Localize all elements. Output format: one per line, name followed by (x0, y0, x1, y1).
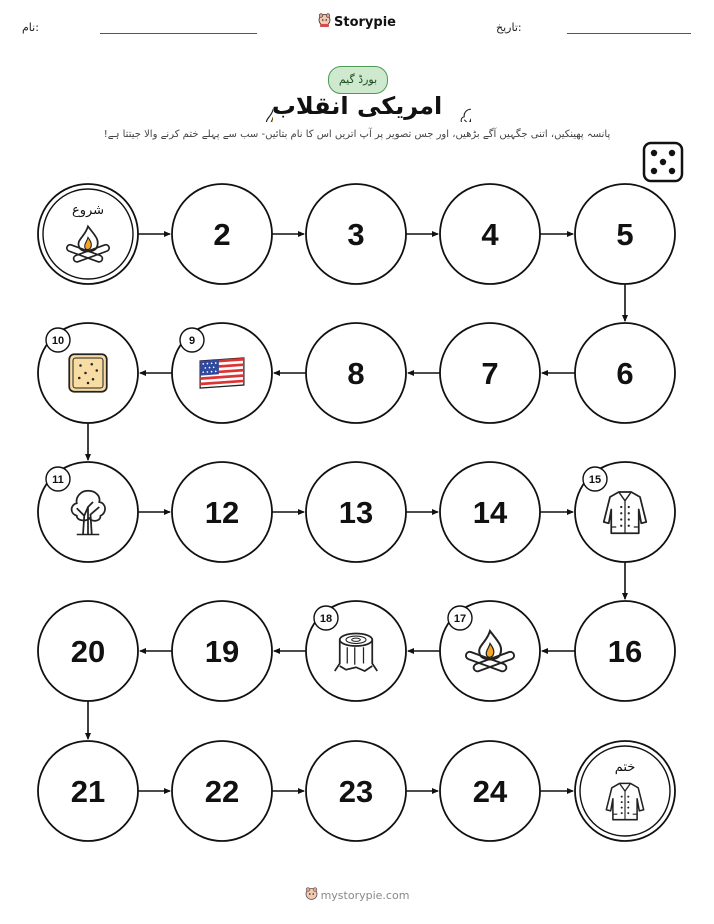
space-number: 2 (213, 217, 231, 252)
board-space-23[interactable] (306, 741, 406, 841)
board-space-12[interactable] (172, 462, 272, 562)
board-space-16[interactable] (575, 601, 675, 701)
board-space-5[interactable] (575, 184, 675, 284)
board-space-1[interactable] (38, 184, 138, 284)
board-space-20[interactable] (38, 601, 138, 701)
board-space-11[interactable] (38, 462, 138, 562)
date-label: تاریخ: (496, 21, 522, 34)
board-space-22[interactable] (172, 741, 272, 841)
space-number: 19 (204, 634, 240, 669)
board-space-2[interactable] (172, 184, 272, 284)
board-space-21[interactable] (38, 741, 138, 841)
footer (0, 887, 714, 905)
footer-url: mystorypie.com (320, 889, 410, 902)
title-campfire-icon (243, 92, 273, 122)
space-number: 5 (616, 217, 634, 252)
page-title: امریکی انقلاب (271, 92, 443, 120)
board-space-19[interactable] (172, 601, 272, 701)
board-space-10[interactable] (38, 323, 138, 423)
space-number: 3 (347, 217, 365, 252)
board-space-17[interactable] (440, 601, 540, 701)
space-number-badge-text: 18 (319, 613, 333, 625)
board-space-18[interactable] (306, 601, 406, 701)
board-game-badge: بورڈ گیم (328, 66, 388, 94)
space-number: 23 (338, 774, 374, 809)
space-number: 16 (607, 634, 643, 669)
board-space-13[interactable] (306, 462, 406, 562)
start-label: شروع (71, 203, 105, 218)
footer-mascot-icon (305, 887, 318, 905)
space-number: 24 (472, 774, 508, 809)
space-number: 20 (70, 634, 106, 669)
board-space-15[interactable] (575, 462, 675, 562)
dice-icon (642, 141, 682, 181)
board-space-8[interactable] (306, 323, 406, 423)
space-number-badge-text: 15 (588, 474, 602, 486)
board-space-6[interactable] (575, 323, 675, 423)
cracker-icon (69, 354, 107, 392)
board-space-3[interactable] (306, 184, 406, 284)
space-number: 6 (616, 356, 634, 391)
space-circle (38, 184, 138, 284)
space-number: 22 (204, 774, 240, 809)
space-number: 8 (347, 356, 365, 391)
space-number-badge-text: 9 (188, 335, 196, 347)
board-space-14[interactable] (440, 462, 540, 562)
space-number-badge-text: 11 (52, 474, 64, 486)
flag-icon (200, 358, 244, 388)
board-space-24[interactable] (440, 741, 540, 841)
space-number: 4 (481, 217, 499, 252)
brand-name: Storypie (334, 15, 396, 30)
board-space-4[interactable] (440, 184, 540, 284)
space-number: 7 (481, 356, 499, 391)
space-number: 12 (204, 495, 240, 530)
board-space-7[interactable] (440, 323, 540, 423)
title-tree-icon (441, 92, 471, 122)
space-number: 14 (472, 495, 508, 530)
space-number-badge-text: 10 (51, 335, 65, 347)
instructions: پانسہ پھینکیں، اتنی جگہیں آگے بڑھیں، اور جس تصویر پر آپ اتریں اس کا نام بتائیں- سب سے پہلے ختم کرنے والا جیتتا ہے! (103, 129, 611, 140)
space-number-badge-text: 17 (453, 613, 467, 625)
board-space-9[interactable] (172, 323, 272, 423)
space-number: 13 (338, 495, 374, 530)
board-space-25[interactable] (575, 741, 675, 841)
space-number: 21 (70, 774, 106, 809)
name-label: نام: (22, 21, 39, 34)
end-label: ختم (614, 760, 636, 775)
